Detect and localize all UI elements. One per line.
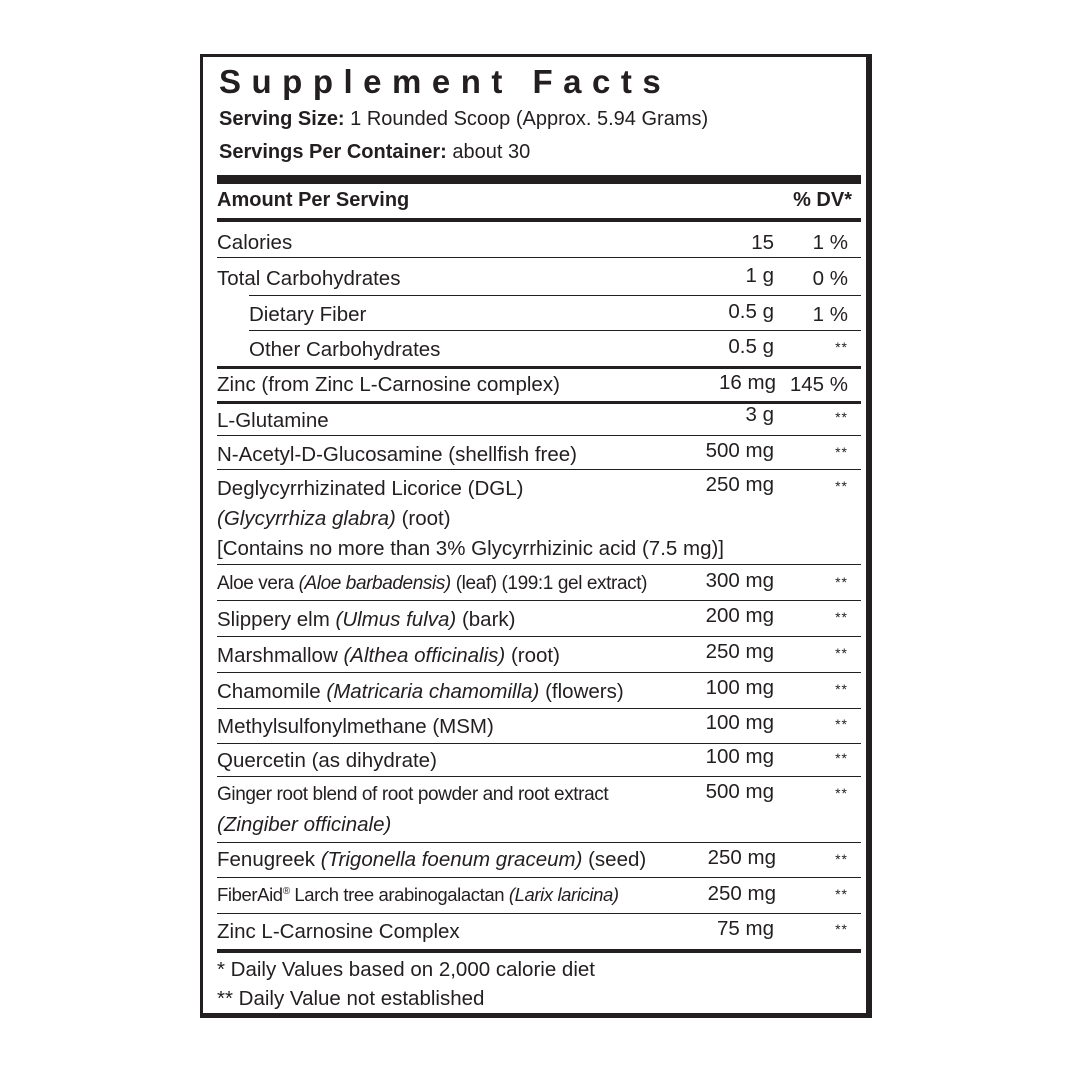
nutrient-dv: ** <box>835 478 848 494</box>
nutrient-name: Zinc (from Zinc L-Carnosine complex) <box>217 373 560 396</box>
nutrient-dv: ** <box>835 750 848 766</box>
serving-size-value: 1 Rounded Scoop (Approx. 5.94 Grams) <box>350 108 709 130</box>
nutrient-amount: 100 mg <box>705 745 774 768</box>
latin-name: (Larix laricina) <box>508 884 619 905</box>
nutrient-dv: ** <box>835 851 848 867</box>
serving-size-label: Serving Size: <box>219 108 345 130</box>
serving-size <box>219 108 708 131</box>
nutrient-amount: 16 mg <box>719 371 776 394</box>
footnote-daily-values: * Daily Values based on 2,000 calorie diet <box>217 958 595 981</box>
nutrient-dv: ** <box>835 921 848 937</box>
nutrient-amount: 300 mg <box>705 569 774 592</box>
nutrient-dv: ** <box>835 785 848 801</box>
nutrient-latin-line <box>217 507 451 531</box>
nutrient-dv: ** <box>835 645 848 661</box>
nutrient-name-rest: Larch tree arabinogalactan <box>294 884 505 905</box>
nutrient-name: Slippery elm <box>217 608 330 631</box>
nutrient-name: Chamomile <box>217 680 321 703</box>
nutrient-amount: 500 mg <box>705 439 774 462</box>
nutrient-dv: ** <box>835 716 848 732</box>
nutrient-dv: ** <box>835 886 848 902</box>
panel-title: Supplement Facts <box>219 63 672 100</box>
amount-per-serving-header: Amount Per Serving <box>217 189 410 211</box>
latin-name: (Aloe barbadensis) <box>298 573 451 594</box>
nutrient-amount: 250 mg <box>707 846 776 869</box>
nutrient-name: N-Acetyl-D-Glucosamine (shellfish free) <box>217 443 577 466</box>
plant-part: (seed) <box>588 848 647 871</box>
plant-part: (root) <box>401 507 451 530</box>
plant-part: (bark) <box>461 608 516 631</box>
nutrient-amount: 100 mg <box>705 676 774 699</box>
nutrient-amount: 0.5 g <box>728 335 774 358</box>
row-divider <box>217 636 861 637</box>
nutrient-amount: 250 mg <box>707 882 776 905</box>
row-divider <box>217 600 861 601</box>
row-divider <box>217 776 861 777</box>
footer-divider <box>217 949 861 953</box>
row-divider <box>249 330 861 331</box>
nutrient-amount: 250 mg <box>705 640 774 663</box>
servings-label: Servings Per Container: <box>219 141 447 163</box>
thick-divider <box>217 175 861 184</box>
nutrient-amount: 75 mg <box>717 917 774 940</box>
row-divider <box>217 913 861 914</box>
nutrient-amount: 500 mg <box>705 780 774 803</box>
row-divider <box>217 257 861 258</box>
latin-name: (Ulmus fulva) <box>335 608 457 631</box>
nutrient-dv: ** <box>835 339 848 355</box>
nutrient-name: FiberAid <box>217 884 283 905</box>
row-divider <box>217 877 861 878</box>
latin-name: (Zingiber officinale) <box>217 813 392 836</box>
nutrient-name-line <box>217 608 516 632</box>
nutrient-name-line <box>217 680 624 704</box>
nutrient-dv: 1 % <box>812 303 848 326</box>
supplement-facts-panel <box>200 54 872 1018</box>
nutrient-dv: 145 % <box>789 373 848 396</box>
row-divider <box>217 672 861 673</box>
row-divider <box>217 743 861 744</box>
nutrient-name: Deglycyrrhizinated Licorice (DGL) <box>217 477 524 500</box>
header-divider <box>217 218 861 222</box>
nutrient-dv: ** <box>835 409 848 425</box>
nutrient-name: L-Glutamine <box>217 409 329 432</box>
nutrient-dv: 0 % <box>812 267 848 290</box>
footnote-not-established: ** Daily Value not established <box>217 987 485 1010</box>
nutrient-amount: 0.5 g <box>728 300 774 323</box>
row-divider <box>249 295 861 296</box>
nutrient-name: Methylsulfonylmethane (MSM) <box>217 715 494 738</box>
latin-name: (Althea officinalis) <box>343 644 506 667</box>
nutrient-name: Dietary Fiber <box>249 303 367 326</box>
dv-header: % DV* <box>793 189 852 211</box>
nutrient-name-line <box>217 848 646 872</box>
nutrient-name: Aloe vera <box>217 573 294 594</box>
nutrient-note: [Contains no more than 3% Glycyrrhizinic acid (7.5 mg)] <box>217 537 725 560</box>
nutrient-name: Marshmallow <box>217 644 338 667</box>
row-divider <box>217 842 861 843</box>
nutrient-name: Other Carbohydrates <box>249 338 441 361</box>
nutrient-amount: 250 mg <box>705 473 774 496</box>
nutrient-name: Zinc L-Carnosine Complex <box>217 920 460 943</box>
nutrient-dv: 1 % <box>812 231 848 254</box>
plant-part: (flowers) <box>545 680 624 703</box>
section-divider <box>217 366 861 369</box>
latin-name: (Matricaria chamomilla) <box>326 680 540 703</box>
nutrient-amount: 200 mg <box>705 604 774 627</box>
nutrient-dv: ** <box>835 574 848 590</box>
nutrient-amount: 3 g <box>745 403 774 426</box>
row-divider <box>217 435 861 436</box>
nutrient-name: Total Carbohydrates <box>217 267 401 290</box>
latin-name: (Trigonella foenum graceum) <box>320 848 583 871</box>
nutrient-amount: 1 g <box>745 264 774 287</box>
nutrient-latin-line <box>217 813 391 837</box>
nutrient-dv: ** <box>835 609 848 625</box>
servings-value: about 30 <box>452 141 531 163</box>
servings-per-container <box>219 141 530 164</box>
row-divider <box>217 564 861 565</box>
row-divider <box>217 708 861 709</box>
nutrient-amount: 100 mg <box>705 711 774 734</box>
nutrient-amount: 15 <box>751 231 774 254</box>
nutrient-name: Quercetin (as dihydrate) <box>217 749 437 772</box>
latin-name: (Glycyrrhiza glabra) <box>217 507 396 530</box>
nutrient-dv: ** <box>835 681 848 697</box>
row-divider <box>217 469 861 470</box>
nutrient-name-line <box>217 573 647 595</box>
nutrient-name-line <box>217 884 619 906</box>
nutrient-name: Fenugreek <box>217 848 316 871</box>
registered-mark: ® <box>282 885 290 897</box>
plant-part: (leaf) (199:1 gel extract) <box>455 573 648 594</box>
nutrient-name: Calories <box>217 231 293 254</box>
nutrient-name-line <box>217 644 560 668</box>
nutrient-name: Ginger root blend of root powder and root extract <box>217 784 609 805</box>
nutrient-dv: ** <box>835 444 848 460</box>
plant-part: (root) <box>510 644 560 667</box>
